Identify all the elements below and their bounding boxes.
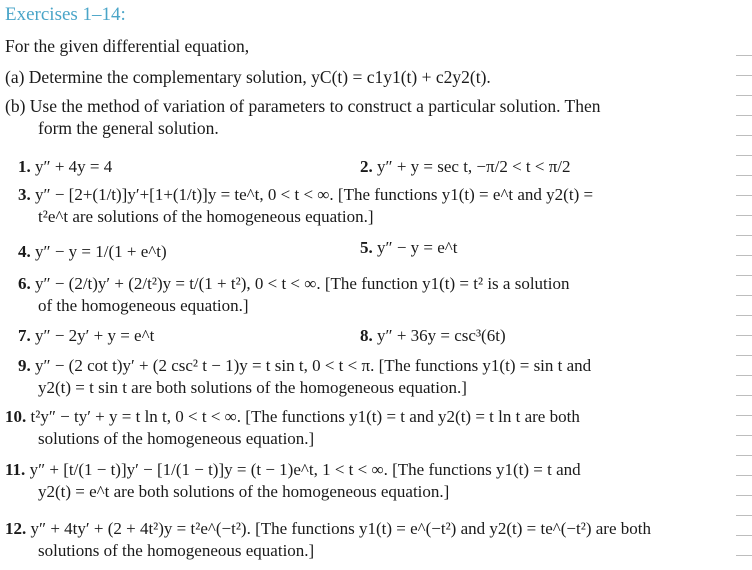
exercise-equation: y″ − [2+(1/t)]y′+[1+(1/t)]y = te^t, 0 < t < ∞. [The functions y1(t) = e^t and y2(t) = [35,185,594,204]
exercise-number: 4. [18,242,31,261]
exercise-3 [18,185,712,205]
margin-rule [736,415,752,416]
exercise-number: 12. [5,519,27,538]
margin-rule [736,495,752,496]
exercise-4 [18,242,348,262]
exercise-equation: y″ − y = 1/(1 + e^t) [35,242,167,261]
margin-rule [736,515,752,516]
margin-rule [736,375,752,376]
margin-rule [736,155,752,156]
margin-rule [736,535,752,536]
exercise-1 [18,157,348,177]
exercise-number: 5. [360,238,373,257]
exercise-equation: y″ + 36y = csc³(6t) [377,326,506,345]
margin-rule [736,75,752,76]
exercise-number: 7. [18,326,31,345]
margin-rule [736,455,752,456]
exercise-number: 3. [18,185,31,204]
margin-rule [736,275,752,276]
margin-rule [736,295,752,296]
exercise-8 [360,326,720,346]
exercise-5 [360,238,720,258]
exercise-equation: t²y″ − ty′ + y = t ln t, 0 < t < ∞. [The functions y1(t) = t and y2(t) = t ln t are both [30,407,580,426]
margin-rule [736,555,752,556]
margin-rule [736,255,752,256]
margin-rule [736,235,752,236]
exercise-9 [18,356,712,376]
part-b-text-continued: form the general solution. [38,118,219,138]
margin-rule [736,395,752,396]
exercises-heading: Exercises 1–14: [5,4,126,25]
exercise-number: 9. [18,356,31,375]
exercise-equation: y″ + y = sec t, −π/2 < t < π/2 [377,157,571,176]
margin-rule [736,335,752,336]
exercise-11-continued: y2(t) = e^t are both solutions of the homogeneous equation.] [38,482,450,501]
exercise-6 [18,274,712,294]
exercise-number: 11. [5,460,26,479]
intro-text: For the given differential equation, [5,36,250,56]
margin-rule [736,55,752,56]
exercise-9-continued: y2(t) = t sin t are both solutions of the homogeneous equation.] [38,378,467,397]
margin-rule [736,355,752,356]
exercise-6-continued: of the homogeneous equation.] [38,296,249,315]
margin-rule [736,435,752,436]
part-a-text: (a) Determine the complementary solution, yC(t) = c1y1(t) + c2y2(t). [5,67,491,87]
margin-rule [736,115,752,116]
exercise-3-continued: t²e^t are solutions of the homogeneous equation.] [38,207,374,226]
exercise-10-continued: solutions of the homogeneous equation.] [38,429,315,448]
exercise-11 [5,460,717,480]
margin-rule [736,95,752,96]
exercise-equation: y″ − y = e^t [377,238,458,257]
margin-rule [736,195,752,196]
exercise-number: 10. [5,407,27,426]
exercise-7 [18,326,348,346]
exercise-equation: y″ − (2 cot t)y′ + (2 csc² t − 1)y = t sin t, 0 < t < π. [The functions y1(t) = sin t and [35,356,592,375]
exercise-equation: y″ + 4ty′ + (2 + 4t²)y = t²e^(−t²). [The functions y1(t) = e^(−t²) and y2(t) = te^(−t²) are both [30,519,651,538]
exercise-equation: y″ + 4y = 4 [35,157,113,176]
margin-rule [736,215,752,216]
exercise-equation: y″ + [t/(1 − t)]y′ − [1/(1 − t)]y = (t − 1)e^t, 1 < t < ∞. [The functions y1(t) = t and [29,460,581,479]
margin-rule [736,475,752,476]
exercise-12-continued: solutions of the homogeneous equation.] [38,541,315,560]
exercise-number: 8. [360,326,373,345]
part-b-text: (b) Use the method of variation of parameters to construct a particular solution. Then [5,96,601,116]
exercise-number: 1. [18,157,31,176]
exercise-10 [5,407,717,427]
margin-rule [736,135,752,136]
margin-rule [736,175,752,176]
exercise-number: 2. [360,157,373,176]
exercise-number: 6. [18,274,31,293]
margin-rule [736,315,752,316]
exercise-2 [360,157,720,177]
exercise-12 [5,519,717,539]
exercise-equation: y″ − (2/t)y′ + (2/t²)y = t/(1 + t²), 0 < t < ∞. [The function y1(t) = t² is a solution [35,274,570,293]
exercise-equation: y″ − 2y′ + y = e^t [35,326,155,345]
